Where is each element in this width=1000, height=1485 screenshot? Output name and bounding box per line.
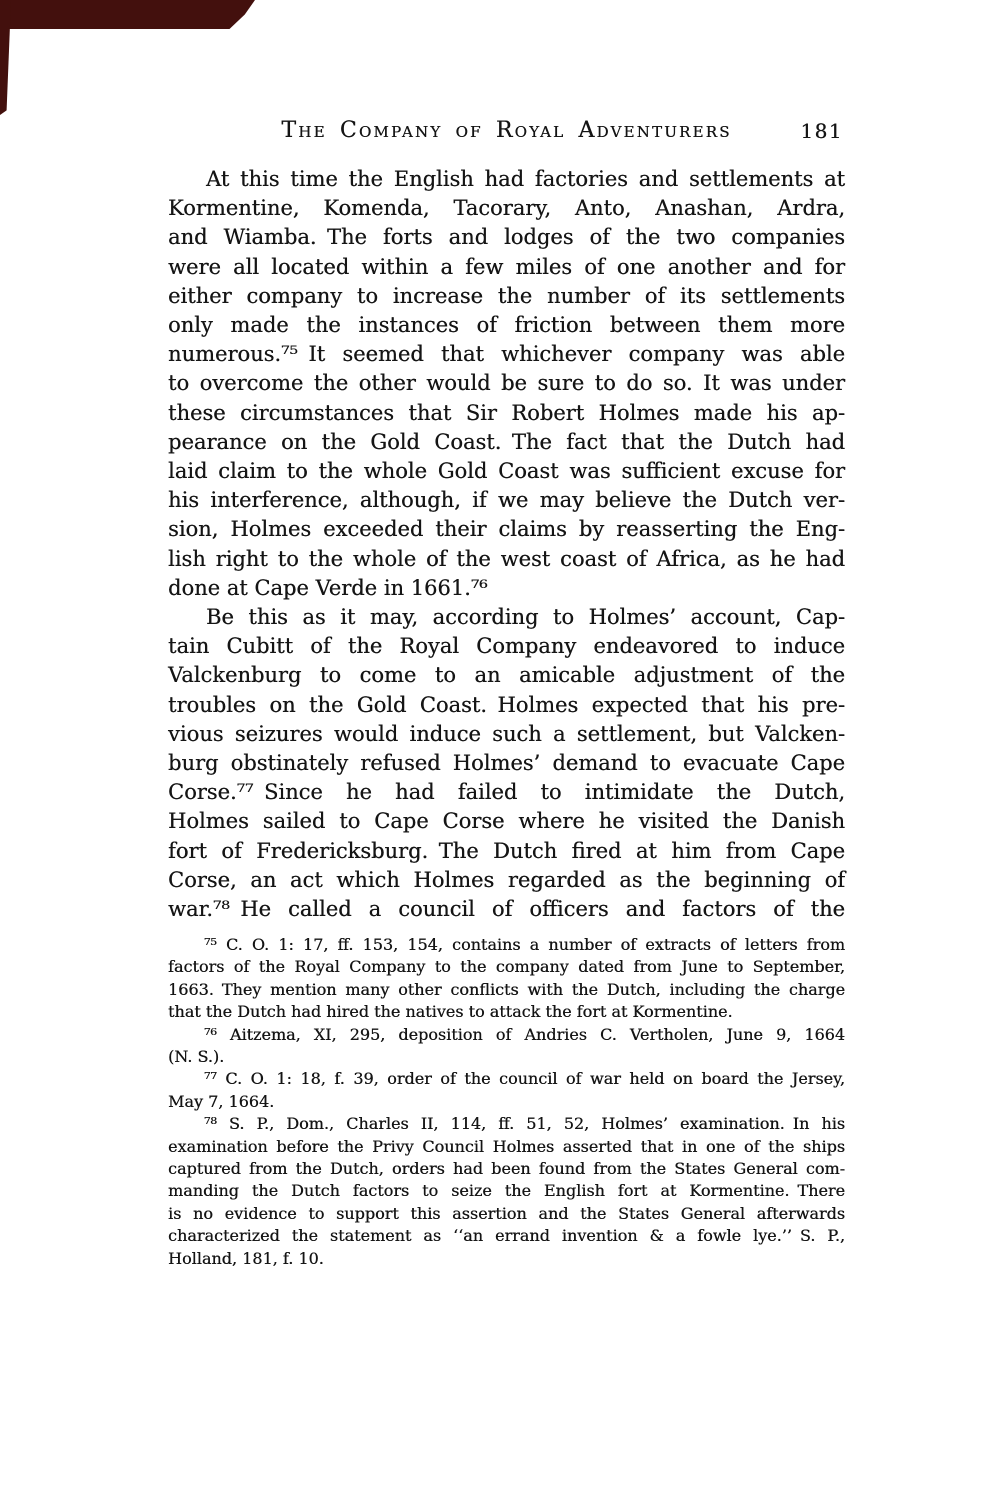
text-line: examination before the Privy Council Holmes asserted that in one of the ships [168,1136,845,1156]
text-line: Valckenburg to come to an amicable adjustment of the [168,663,845,688]
text-line: tain Cubitt of the Royal Company endeavored to induce [168,634,845,659]
footnote-75 [168,934,845,1024]
footnote-78 [168,1113,845,1270]
text-line: done at Cape Verde in 1661.⁷⁶ [168,575,488,600]
paragraph-2 [168,603,845,924]
text-line: sion, Holmes exceeded their claims by reasserting the Eng- [168,517,845,542]
text-line: Kormentine, Komenda, Tacorary, Anto, Anashan, Ardra, [168,196,845,221]
text-line: captured from the Dutch, orders had been found from the States General com- [168,1159,845,1179]
text-line: were all located within a few miles of one another and for [168,254,845,279]
text-line: vious seizures would induce such a settlement, but Valcken- [168,721,845,746]
text-line: fort of Fredericksburg. The Dutch fired at him from Cape [168,838,845,863]
text-line: Holland, 181, f. 10. [168,1248,324,1268]
footnote-77 [168,1068,845,1113]
text-line: either company to increase the number of its settlements [168,283,845,308]
text-line: and Wiamba. The forts and lodges of the two companies [168,225,845,250]
text-line: burg obstinately refused Holmes’ demand to evacuate Cape [168,751,845,776]
scan-artifact-left-edge [0,0,11,115]
text-line: troubles on the Gold Coast. Holmes expected that his pre- [168,692,845,717]
text-line: Be this as it may, according to Holmes’ account, Cap- [206,605,845,630]
text-line: (N. S.). [168,1047,225,1067]
footnotes [168,934,845,1270]
text-line: that the Dutch had hired the natives to attack the fort at Kormentine. [168,1002,733,1022]
text-line: pearance on the Gold Coast. The fact that the Dutch had [168,429,845,454]
text-line: manding the Dutch factors to seize the English fort at Kormentine. There [168,1181,845,1201]
text-line: Holmes sailed to Cape Corse where he visited the Danish [168,809,845,834]
footnote-76 [168,1024,845,1069]
text-line: At this time the English had factories and settlements at [206,167,845,191]
running-head [168,118,845,146]
body-text [168,165,845,924]
text-line: his interference, although, if we may believe the Dutch ver- [168,488,845,513]
text-line: numerous.⁷⁵ It seemed that whichever company was able [168,342,845,367]
page-title: The Company of Royal Adventurers [281,118,732,143]
text-line: Corse, an act which Holmes regarded as the beginning of [168,867,845,892]
text-line: only made the instances of friction between them more [168,313,845,338]
text-line: laid claim to the whole Gold Coast was sufficient excuse for [168,459,845,484]
text-line: ⁷⁶ Aitzema, XI, 295, deposition of Andries C. Vertholen, June 9, 1664 [204,1024,845,1044]
scan-artifact-top-left [0,0,255,29]
text-line: 1663. They mention many other conflicts with the Dutch, including the charge [168,979,845,999]
text-line: ⁷⁵ C. O. 1: 17, ff. 153, 154, contains a number of extracts of letters from [204,935,845,954]
text-line: is no evidence to support this assertion and the States General afterwards [168,1203,845,1223]
text-line: to overcome the other would be sure to do so. It was under [168,371,845,396]
text-line: Corse.⁷⁷ Since he had failed to intimidate the Dutch, [168,780,845,805]
text-line: these circumstances that Sir Robert Holmes made his ap- [168,400,845,425]
page-number: 181 [800,119,843,143]
text-line: May 7, 1664. [168,1091,275,1111]
text-line: ⁷⁸ S. P., Dom., Charles II, 114, ff. 51, 52, Holmes’ examination. In his [204,1114,845,1134]
paragraph-1 [168,165,845,603]
text-line: ⁷⁷ C. O. 1: 18, f. 39, order of the council of war held on board the Jersey, [204,1069,845,1089]
text-line: lish right to the whole of the west coast of Africa, as he had [168,546,845,571]
text-line: characterized the statement as ‘‘an errand invention & a fowle lye.’’ S. P., [168,1226,845,1246]
text-line: factors of the Royal Company to the company dated from June to September, [168,957,845,977]
text-line: war.⁷⁸ He called a council of officers and factors of the [168,897,845,922]
